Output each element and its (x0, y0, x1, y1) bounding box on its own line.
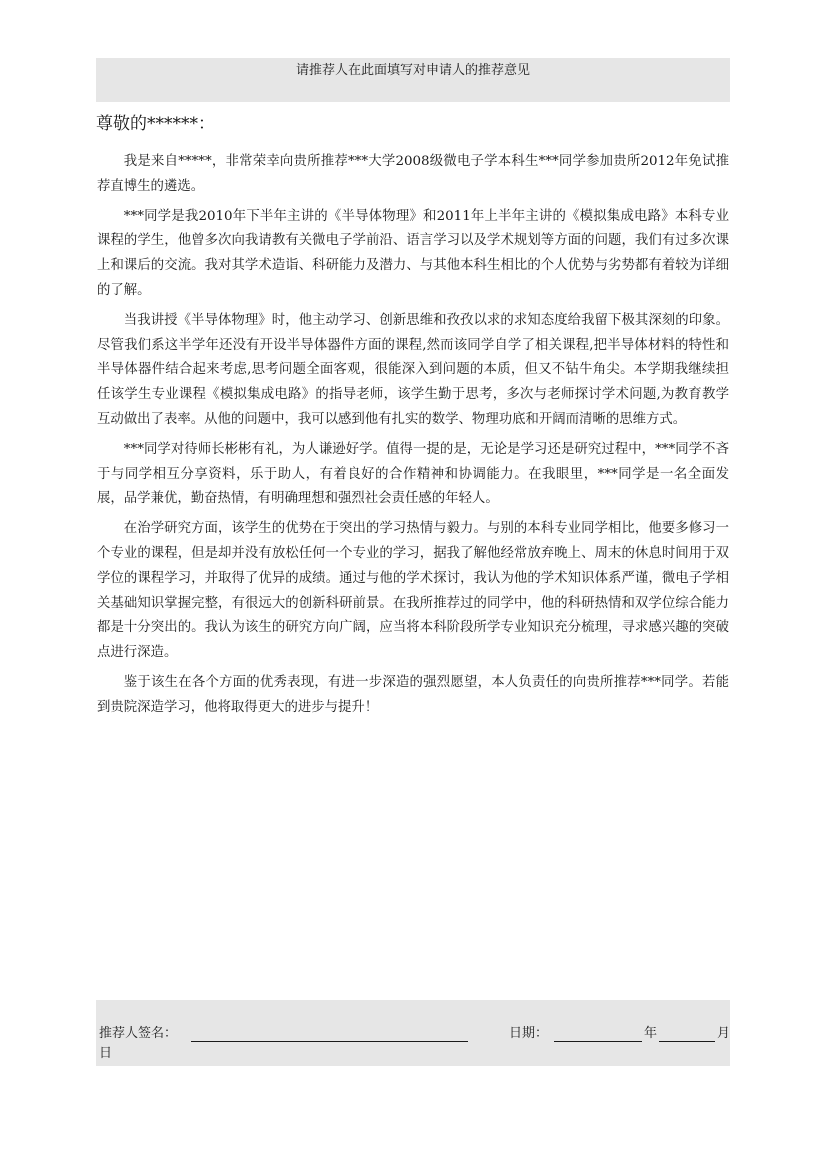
letter-paragraph: 在治学研究方面，该学生的优势在于突出的学习热情与毅力。与别的本科专业同学相比，他要多修习一个专业的课程，但是却并没有放松任何一个专业的学习，据我了解他经常放弃晚上、周末的休息时间用于双学位的课程学习，并取得了优异的成绩。通过与他的学术探讨，我认为他的学术知识体系严谨，微电子学相关基础知识掌握完整，有很远大的创新科研前景。在我所推荐过的同学中，他的科研热情和双学位综合能力都是十分突出的。我认为该生的研究方向广阔，应当将本科阶段所学专业知识充分梳理，寻求感兴趣的突破点进行深造。 (97, 521, 729, 661)
letter-paragraph: 鉴于该生在各个方面的优秀表现，有进一步深造的强烈愿望，本人负责任的向贵所推荐***同学。若能到贵院深造学习，他将取得更大的进步与提升！ (97, 674, 729, 715)
salutation: 尊敬的******： (96, 114, 215, 134)
year-label: 年 (644, 1026, 658, 1041)
letter-paragraph: ***同学对待师长彬彬有礼，为人谦逊好学。值得一提的是，无论是学习还是研究过程中，***同学不吝于与同学相互分享资料，乐于助人，有着良好的合作精神和协调能力。在我眼里，***同学是一名全面发展，品学兼优，勤奋热情，有明确理想和强烈社会责任感的年轻人。 (97, 441, 729, 507)
date-label: 日期： (509, 1026, 549, 1041)
date-month-field[interactable] (659, 1041, 715, 1042)
month-label: 月 (717, 1026, 731, 1041)
letter-paragraph: 我是来自*****，非常荣幸向贵所推荐***大学2008级微电子学本科生***同学参加贵所2012年免试推荐直博生的遴选。 (97, 154, 729, 194)
signature-label: 推荐人签名： (99, 1026, 178, 1041)
signature-band (96, 1000, 730, 1066)
letter-body (97, 150, 729, 726)
day-label: 日 (99, 1046, 113, 1061)
date-year-field[interactable] (554, 1041, 642, 1042)
header-band (96, 58, 730, 102)
letter-paragraph: 当我讲授《半导体物理》时，他主动学习、创新思维和孜孜以求的求知态度给我留下极其深刻的印象。尽管我们系这半学年还没有开设半导体器件方面的课程,然而该同学自学了相关课程,把半导体材料的特性和半导体器件结合起来考虑,思考问题全面客观，很能深入到问题的本质，但又不钻牛角尖。本学期我继续担任该学生专业课程《模拟集成电路》的指导老师，该学生勤于思考，多次与老师探讨学术问题,为教育教学互动做出了表率。从他的问题中，我可以感到他有扎实的数学、物理功底和开阔而清晰的思维方式。 (97, 312, 729, 427)
signature-field[interactable] (191, 1041, 468, 1042)
letter-paragraph: ***同学是我2010年下半年主讲的《半导体物理》和2011年上半年主讲的《模拟集成电路》本科专业课程的学生，他曾多次向我请教有关微电子学前沿、语言学习以及学术规划等方面的问题，我们有过多次课上和课后的交流。我对其学术造诣、科研能力及潜力、与其他本科生相比的个人优势与劣势都有着较为详细的了解。 (97, 208, 729, 298)
recommendation-instruction: 请推荐人在此面填写对申请人的推荐意见 (295, 63, 530, 78)
